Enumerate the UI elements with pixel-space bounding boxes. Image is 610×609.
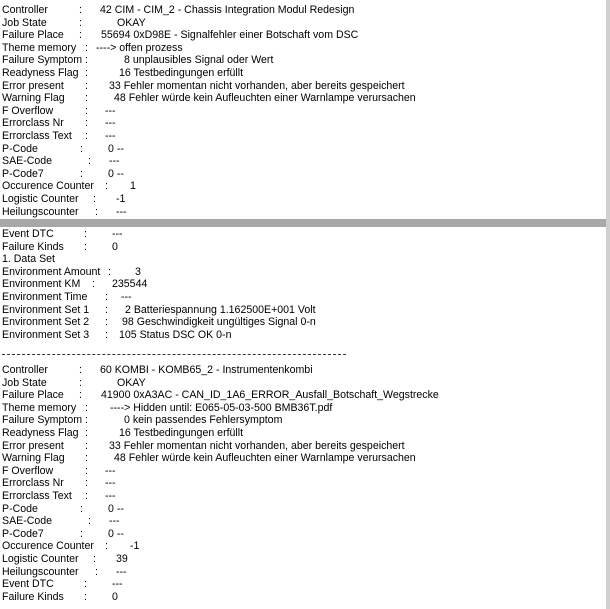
field-colon: : [105,303,108,316]
field-colon: : [84,240,87,253]
field-colon: : [85,414,88,427]
field-colon: : [85,477,88,490]
field-key: Failure Kinds [2,590,64,603]
field-value: 98 Geschwindigkeit ungültiges Signal 0-n [122,316,316,329]
field-value: 0 [112,590,118,603]
field-value: 48 Fehler würde kein Aufleuchten einer Warnlampe verursachen [114,452,416,465]
field-colon: : [80,167,83,180]
field-key: Event DTC [2,578,54,591]
field-colon: : [85,130,88,142]
field-key: P-Code7 [2,527,44,540]
field-colon: : [85,401,88,414]
field-value: 0 [112,240,118,253]
field-key: Occurence Counter [2,540,94,553]
field-value: --- [109,515,120,528]
field-value: ----> Hidden until: E065-05-03-500 BMB36T.pdf [110,401,333,414]
field-key: Errorclass Text [2,130,72,142]
field-value: --- [105,490,116,502]
field-key: Job State [2,376,47,389]
field-key: Event DTC [2,228,54,240]
field-value: 8 unplausibles Signal oder Wert [124,54,274,67]
field-colon: : [84,228,87,240]
field-colon: : [95,205,98,218]
field-key: 1. Data Set [2,253,55,266]
field-value: 16 Testbedingungen erfüllt [119,67,244,79]
fault-report-pane-top[interactable] [0,0,606,219]
field-key: Logistic Counter [2,193,79,205]
field-colon: : [85,54,88,67]
field-key: Warning Flag [2,92,65,105]
field-value: 2 Batteriespannung 1.162500E+001 Volt [125,303,316,316]
field-key: Failure Symptom [2,54,83,67]
field-colon: : [79,29,82,42]
field-colon: : [88,515,91,528]
field-colon: : [79,16,82,29]
field-key: Environment Time [2,291,88,303]
field-value: 0 -- [108,527,124,540]
field-colon: : [79,376,82,389]
field-colon: : [84,578,87,591]
field-colon: : [85,92,88,105]
field-key: Theme memory [2,401,77,414]
field-value: 33 Fehler momentan nicht vorhanden, aber bereits gespeichert [109,439,405,452]
field-key: Warning Flag [2,452,65,465]
field-value: --- [105,464,116,477]
field-colon: : [79,4,82,16]
field-key: Environment Set 3 [2,328,90,341]
field-key: Failure Place [2,389,64,402]
field-value: -1 [130,540,140,553]
field-value: 3 [135,265,141,278]
field-key: Errorclass Text [2,490,72,502]
field-colon: : [80,142,83,155]
field-value: --- [105,477,116,490]
field-colon: : [84,590,87,603]
fault-report-pane-bottom[interactable] [0,227,606,609]
field-value: 41900 0xA3AC - CAN_ID_1A6_ERROR_Ausfall_Botschaft_Wegstrecke [101,389,439,402]
field-value: --- [116,205,127,218]
field-value: 1 [130,180,136,193]
field-colon: : [93,193,96,205]
field-colon: : [88,155,91,168]
field-key: Errorclass Nr [2,117,64,130]
field-value: OKAY [117,376,146,389]
field-colon: : [105,328,108,341]
field-value: -1 [116,193,126,205]
field-value: ----> offen prozess [96,41,183,54]
field-value: 42 CIM - CIM_2 - Chassis Integration Modul Redesign [100,4,355,16]
field-colon: : [105,540,108,553]
field-colon: : [80,527,83,540]
field-key: P-Code7 [2,167,44,180]
field-value: --- [105,117,116,130]
field-colon: : [105,291,108,303]
vertical-scrollbar[interactable] [606,0,610,609]
field-key: Environment KM [2,278,81,291]
field-key: Failure Kinds [2,240,64,253]
field-colon: : [85,79,88,92]
field-key: Heilungscounter [2,205,79,218]
field-value: OKAY [117,16,146,29]
field-colon: : [85,67,88,79]
field-value: --- [121,291,132,303]
field-colon: : [85,427,88,439]
field-colon: : [79,389,82,402]
field-key: Environment Set 1 [2,303,90,316]
field-value: 0 kein passendes Fehlersymptom [124,414,283,427]
field-key: Failure Symptom [2,414,83,427]
field-value: 0 -- [108,502,124,515]
pane-splitter[interactable] [0,219,610,227]
field-value: 0 -- [108,142,124,155]
field-value: --- [109,155,120,168]
field-key: Controller [2,4,48,16]
field-key: P-Code [2,502,38,515]
field-colon: : [108,265,111,278]
field-key: Environment Set 2 [2,316,90,329]
field-value: 235544 [112,278,148,291]
field-colon: : [85,452,88,465]
field-key: Readyness Flag [2,427,79,439]
field-key: SAE-Code [2,155,53,168]
field-key: P-Code [2,142,38,155]
field-colon: : [85,464,88,477]
field-colon: : [85,104,88,117]
field-value: --- [112,578,123,591]
field-value: --- [105,130,116,142]
field-key: Controller [2,364,48,376]
field-colon: : [85,439,88,452]
field-key: Readyness Flag [2,67,79,79]
field-colon: : [85,490,88,502]
field-value: 39 [116,553,128,565]
field-colon: : [95,565,98,578]
field-key: Heilungscounter [2,565,79,578]
field-key: Failure Place [2,29,64,42]
field-key: SAE-Code [2,515,53,528]
field-colon: : [93,553,96,565]
field-colon: : [105,316,108,329]
field-colon: : [85,41,88,54]
field-key: Errorclass Nr [2,477,64,490]
field-colon: : [105,180,108,193]
field-key: F Overflow [2,104,54,117]
field-value: --- [105,104,116,117]
separator-line [2,354,346,355]
field-key: F Overflow [2,464,54,477]
field-key: Logistic Counter [2,553,79,565]
field-value: 60 KOMBI - KOMB65_2 - Instrumentenkombi [100,364,313,376]
field-key: Job State [2,16,47,29]
field-value: 33 Fehler momentan nicht vorhanden, aber bereits gespeichert [109,79,405,92]
field-key: Error present [2,439,64,452]
field-colon: : [79,364,82,376]
field-value: 48 Fehler würde kein Aufleuchten einer Warnlampe verursachen [114,92,416,105]
field-value: --- [116,565,127,578]
field-value: 0 -- [108,167,124,180]
field-colon: : [85,117,88,130]
field-key: Environment Amount [2,265,101,278]
field-key: Theme memory [2,41,77,54]
field-key: Occurence Counter [2,180,94,193]
field-value: --- [112,228,123,240]
field-key: Error present [2,79,64,92]
field-colon: : [80,502,83,515]
field-value: 16 Testbedingungen erfüllt [119,427,244,439]
field-value: 105 Status DSC OK 0-n [119,328,232,341]
field-value: 55694 0xD98E - Signalfehler einer Botschaft vom DSC [101,29,359,42]
field-colon: : [92,278,95,291]
